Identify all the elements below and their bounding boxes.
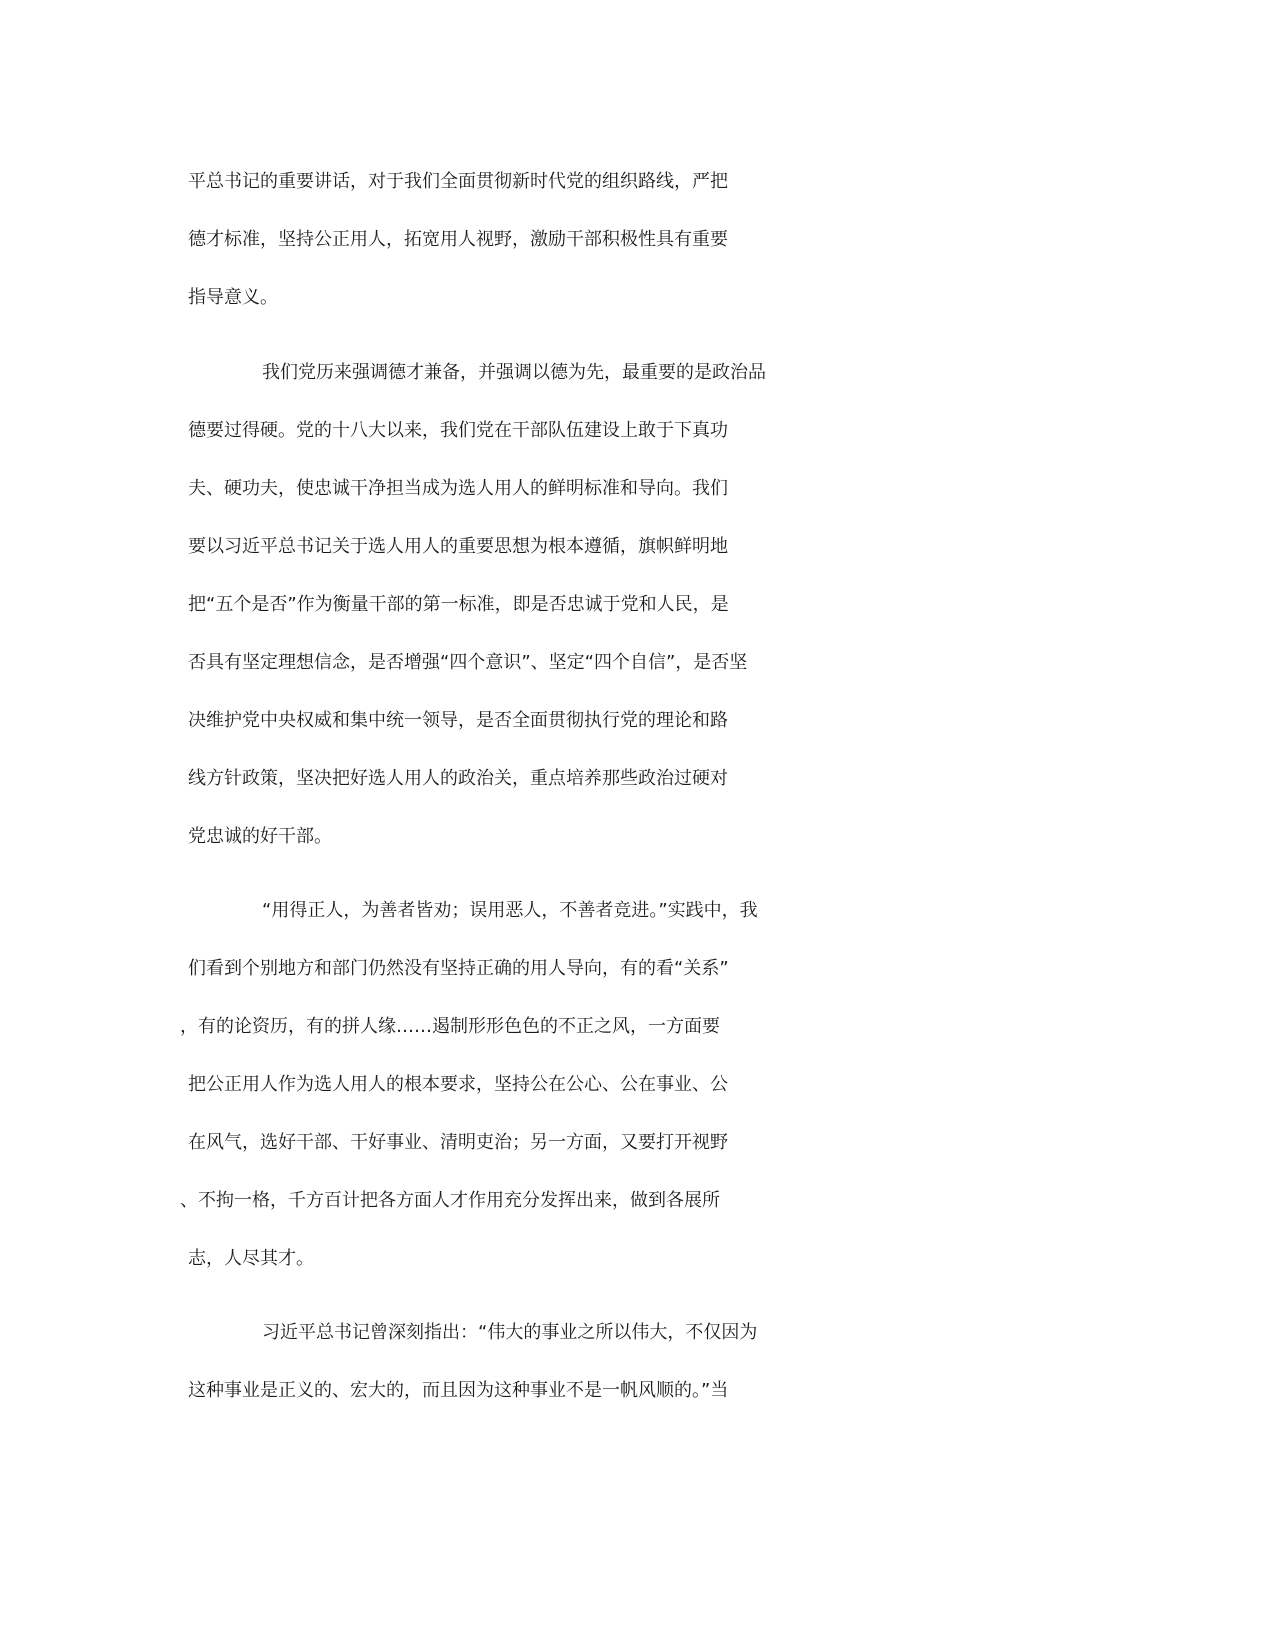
paragraph-line: 我们党历来强调德才兼备，并强调以德为先，最重要的是政治品	[262, 362, 766, 383]
paragraph-line: 习近平总书记曾深刻指出：“伟大的事业之所以伟大，不仅因为	[262, 1322, 758, 1343]
paragraph-line: “用得正人，为善者皆劝；误用恶人，不善者竞进。”实践中，我	[262, 900, 758, 921]
paragraph-line: 党忠诚的好干部。	[188, 826, 332, 847]
paragraph-line: 、不拘一格，千方百计把各方面人才作用充分发挥出来，做到各展所	[180, 1190, 720, 1211]
paragraph-line: 们看到个别地方和部门仍然没有坚持正确的用人导向，有的看“关系”	[188, 958, 729, 979]
paragraph-line: 德要过得硬。党的十八大以来，我们党在干部队伍建设上敢于下真功	[188, 420, 728, 441]
paragraph-line: 要以习近平总书记关于选人用人的重要思想为根本遵循，旗帜鲜明地	[188, 536, 728, 557]
paragraph-line: 夫、硬功夫，使忠诚干净担当成为选人用人的鲜明标准和导向。我们	[188, 478, 728, 499]
paragraph-line: ，有的论资历，有的拼人缘……遏制形形色色的不正之风，一方面要	[180, 1016, 720, 1037]
paragraph-line: 指导意义。	[188, 287, 278, 308]
paragraph-line: 把“五个是否”作为衡量干部的第一标准，即是否忠诚于党和人民，是	[188, 594, 729, 615]
paragraph-line: 把公正用人作为选人用人的根本要求，坚持公在公心、公在事业、公	[188, 1074, 728, 1095]
paragraph-line: 这种事业是正义的、宏大的，而且因为这种事业不是一帆风顺的。”当	[188, 1380, 729, 1401]
paragraph-line: 决维护党中央权威和集中统一领导，是否全面贯彻执行党的理论和路	[188, 710, 728, 731]
paragraph-line: 在风气，选好干部、干好事业、清明吏治；另一方面，又要打开视野	[188, 1132, 728, 1153]
paragraph-line: 志，人尽其才。	[188, 1248, 314, 1269]
paragraph-line: 否具有坚定理想信念，是否增强“四个意识”、坚定“四个自信”，是否坚	[188, 652, 748, 673]
paragraph-line: 线方针政策，坚决把好选人用人的政治关，重点培养那些政治过硬对	[188, 768, 728, 789]
paragraph-line: 平总书记的重要讲话，对于我们全面贯彻新时代党的组织路线，严把	[188, 171, 728, 192]
paragraph-line: 德才标准，坚持公正用人，拓宽用人视野，激励干部积极性具有重要	[188, 229, 728, 250]
